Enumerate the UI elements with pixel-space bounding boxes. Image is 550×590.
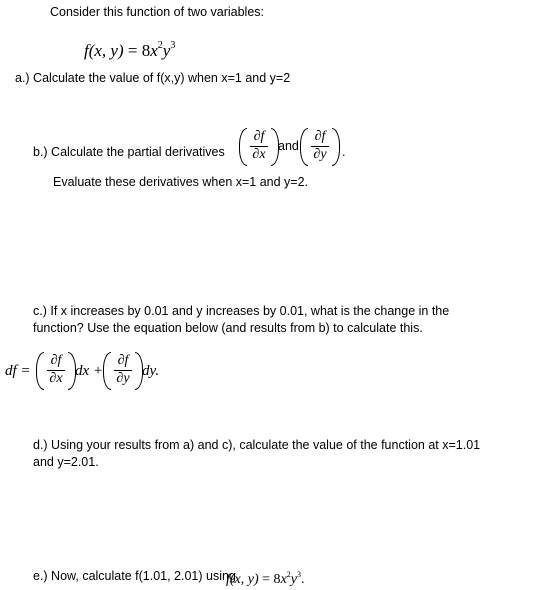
right-paren [332, 128, 340, 166]
fraction-denominator: ∂y [116, 371, 130, 386]
part-b-and: and [278, 139, 299, 153]
fraction-denominator: ∂x [49, 371, 63, 386]
formula-y-exponent: 3 [170, 40, 176, 51]
part-b-text: b.) Calculate the partial derivatives [33, 145, 225, 159]
part-a-text: a.) Calculate the value of f(x,y) when x=1 and y=2 [15, 71, 291, 85]
formula-period: . [301, 572, 305, 587]
part-d-line2: and y=2.01. [33, 455, 99, 469]
main-formula [84, 36, 175, 61]
formula-y: y [162, 41, 171, 60]
partial-f-y-fraction-c [110, 352, 136, 390]
partial-f-x-fraction-b [246, 128, 272, 166]
formula-equals: = 8 [258, 572, 281, 587]
fraction-numerator: ∂f [50, 353, 62, 368]
formula-x-exponent: 2 [157, 40, 163, 51]
formula-lhs: f(x, y) [84, 41, 124, 60]
formula-y: y [290, 572, 297, 587]
fraction-numerator: ∂f [253, 129, 265, 144]
part-c-line2: function? Use the equation below (and results from b) to calculate this. [33, 321, 423, 335]
formula-x: x [150, 41, 158, 60]
fraction-numerator: ∂f [314, 129, 326, 144]
part-c-line1: c.) If x increases by 0.01 and y increases by 0.01, what is the change in the [33, 304, 450, 318]
formula-y-exponent: 3 [297, 570, 301, 579]
formula-lhs: f(x, y) [226, 572, 259, 587]
part-b-evaluate: Evaluate these derivatives when x=1 and y=2. [53, 175, 309, 189]
part-d-line1: d.) Using your results from a) and c), calculate the value of the function at x=1.01 [33, 438, 481, 452]
fraction-denominator: ∂y [313, 147, 327, 162]
partial-f-y-fraction-b [307, 128, 333, 166]
formula-equals: = 8 [123, 41, 151, 60]
part-b-period: . [342, 145, 346, 159]
formula-x: x [280, 572, 287, 587]
dx-plus: dx + [75, 363, 104, 379]
df-equation-lhs: df = [5, 363, 31, 379]
intro-text: Consider this function of two variables: [50, 5, 264, 19]
fraction-denominator: ∂x [252, 147, 266, 162]
part-e-text: e.) Now, calculate f(1.01, 2.01) using [33, 569, 236, 583]
fraction-numerator: ∂f [117, 353, 129, 368]
partial-f-x-fraction-c [43, 352, 69, 390]
formula-x-exponent: 2 [286, 570, 291, 579]
part-e-formula [226, 567, 305, 587]
dy-end: dy. [142, 363, 160, 379]
